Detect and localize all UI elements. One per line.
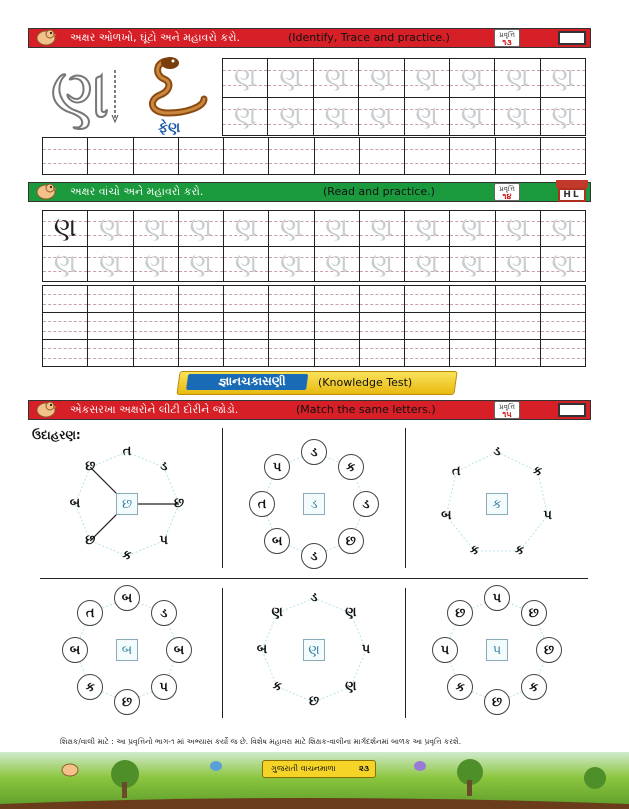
trace-letter: ણ xyxy=(99,248,122,279)
trace-letter: ણ xyxy=(551,248,575,279)
trace-letter: ણ xyxy=(189,248,213,279)
knowledge-title-gj: જ્ઞાનચકાસણી xyxy=(218,374,286,388)
trace-letter: ણ xyxy=(234,248,258,279)
ring-letter[interactable]: પ xyxy=(484,585,510,611)
section3-title-en: (Match the same letters.) xyxy=(296,403,436,416)
ring-letter[interactable]: છ xyxy=(484,689,510,715)
ring-letter[interactable]: પ xyxy=(432,637,458,663)
ring-letter[interactable]: છ xyxy=(173,496,185,511)
section1-title-gj: અક્ષર ઓળખો, ઘૂંટો અને મહાવરો કરો. xyxy=(70,31,241,44)
big-trace-letter: ણ xyxy=(50,55,110,134)
trace-letter: ણ xyxy=(460,101,484,132)
example-label: ઉદાહરણ: xyxy=(32,428,81,442)
center-letter: ણ xyxy=(303,639,325,661)
trace-letter: ણ xyxy=(415,213,439,244)
trace-letter: ણ xyxy=(370,213,394,244)
ring-letter[interactable]: બ xyxy=(114,585,140,611)
ring-letter[interactable]: બ xyxy=(256,642,268,657)
trace-letter: ણ xyxy=(324,62,348,93)
center-letter: બ xyxy=(116,639,138,661)
section1-activity: પ્રવૃત્તિ ૧૩ xyxy=(494,29,520,47)
trace-letter: ણ xyxy=(369,101,393,132)
trace-letter: ણ xyxy=(461,248,484,279)
ring-letter[interactable]: છ xyxy=(114,689,140,715)
trace-letter: ણ xyxy=(144,213,167,244)
trace-letter: ણ xyxy=(279,62,302,93)
trace-letter: ણ xyxy=(551,62,575,93)
section2-tag: HL xyxy=(558,188,586,202)
section2-title-gj: અક્ષર વાંચો અને મહાવરો કરો. xyxy=(70,185,204,198)
ring-letter[interactable]: છ xyxy=(308,694,320,709)
center-letter: પ xyxy=(486,639,508,661)
ring-letter[interactable]: ત xyxy=(77,600,103,626)
section1-tag: CL xyxy=(558,31,586,45)
trace-letter: ણ xyxy=(370,248,394,279)
ring-letter[interactable]: બ xyxy=(441,507,452,523)
footer-book: ગુજરાતી વાચનમાળા xyxy=(271,764,336,773)
ring-letter[interactable]: બ xyxy=(166,637,192,663)
trace-letter: ણ xyxy=(506,213,529,244)
ring-letter[interactable]: ક xyxy=(338,454,364,480)
footer-note: શિક્ષક/વાલી માટે : આ પ્રવૃત્તિનો ભાગ-૧ માં અભ્યાસ કર્યો જ છે. વિશેષ મહાવરા માટે શિક્ષક-વાલીના માર્ગદર્શનમાં બાળક આ પ્રવૃત્તિ કરશે. xyxy=(60,737,462,746)
ring-letter[interactable]: પ xyxy=(361,642,371,657)
trace-letter: ણ xyxy=(53,248,77,279)
ring-letter[interactable]: છ xyxy=(85,459,96,475)
ring-letter[interactable]: છ xyxy=(447,600,473,626)
ring-letter[interactable]: ત xyxy=(249,491,275,517)
trace-letter: ણ xyxy=(506,248,529,279)
center-letter: છ xyxy=(116,493,138,515)
section3-tag: CL xyxy=(558,403,586,417)
ring-letter[interactable]: ડ xyxy=(160,459,168,475)
ring-letter[interactable]: ત xyxy=(122,444,132,459)
trace-letter: ણ xyxy=(325,213,348,244)
ring-letter[interactable]: ક xyxy=(521,674,547,700)
ring-letter[interactable]: ણ xyxy=(345,605,357,621)
ring-letter[interactable]: ક xyxy=(272,678,282,694)
ring-letter[interactable]: પ xyxy=(151,674,177,700)
ring-letter[interactable]: છ xyxy=(85,532,96,548)
trace-letter: ણ xyxy=(144,248,167,279)
trace-letter: ણ xyxy=(279,101,302,132)
ring-letter[interactable]: પ xyxy=(159,532,168,548)
ring-letter[interactable]: ક xyxy=(469,542,480,558)
section2-activity: પ્રવૃત્તિ ૧૪ xyxy=(494,183,520,201)
ring-letter[interactable]: પ xyxy=(264,454,290,480)
trace-letter: ણ xyxy=(233,62,257,93)
ring-letter[interactable]: ડ xyxy=(310,590,318,605)
section3-title-gj: એકસરખા અક્ષરોને લીટી દોરીને જોડો. xyxy=(70,403,239,416)
trace-letter: ણ xyxy=(415,62,439,93)
ring-letter[interactable]: બ xyxy=(264,528,290,554)
trace-letter: ણ xyxy=(506,101,529,132)
ring-letter[interactable]: ણ xyxy=(345,678,357,694)
picture-label: ફેણ xyxy=(158,120,181,136)
ring-letter[interactable]: ત xyxy=(452,463,461,479)
ring-letter[interactable]: ક xyxy=(533,463,543,479)
ring-letter[interactable]: ડ xyxy=(301,439,327,465)
trace-letter: ણ xyxy=(233,101,257,132)
center-letter: ડ xyxy=(303,493,325,515)
trace-letter: ણ xyxy=(324,101,348,132)
trace-letter: ણ xyxy=(189,213,213,244)
ring-letter[interactable]: ડ xyxy=(151,600,177,626)
ring-letter[interactable]: ક xyxy=(77,674,103,700)
ring-letter[interactable]: ક xyxy=(122,548,132,563)
ring-letter[interactable]: ડ xyxy=(301,543,327,569)
trace-letter: ણ xyxy=(551,101,575,132)
trace-letter: ણ xyxy=(551,213,575,244)
trace-letter: ણ xyxy=(506,62,529,93)
trace-letter: ણ xyxy=(415,248,439,279)
trace-letter: ણ xyxy=(53,213,77,244)
ring-letter[interactable]: ક xyxy=(514,542,525,558)
trace-letter: ણ xyxy=(280,248,303,279)
trace-letter: ણ xyxy=(325,248,348,279)
ring-letter[interactable]: ડ xyxy=(353,491,379,517)
ring-letter[interactable]: ડ xyxy=(493,444,501,459)
trace-letter: ણ xyxy=(460,62,484,93)
trace-letter: ણ xyxy=(369,62,393,93)
ring-letter[interactable]: ણ xyxy=(271,605,283,621)
center-letter: ક xyxy=(486,493,508,515)
page-number: ૨૩ xyxy=(358,764,369,773)
ring-letter[interactable]: છ xyxy=(536,637,562,663)
trace-letter: ણ xyxy=(415,101,439,132)
knowledge-title-en: (Knowledge Test) xyxy=(318,376,413,389)
trace-letter: ણ xyxy=(461,213,484,244)
ring-letter[interactable]: છ xyxy=(521,600,547,626)
ring-letter[interactable]: બ xyxy=(62,637,88,663)
section1-title-en: (Identify, Trace and practice.) xyxy=(288,31,450,44)
ring-letter[interactable]: પ xyxy=(543,507,552,523)
trace-letter: ણ xyxy=(234,213,258,244)
section3-activity: પ્રવૃત્તિ ૧૫ xyxy=(494,401,520,419)
trace-letter: ણ xyxy=(99,213,122,244)
trace-letter: ણ xyxy=(280,213,303,244)
section2-title-en: (Read and practice.) xyxy=(323,185,435,198)
ring-letter[interactable]: છ xyxy=(338,528,364,554)
ring-letter[interactable]: બ xyxy=(69,496,81,511)
footer-book-badge xyxy=(262,760,376,778)
ring-letter[interactable]: ક xyxy=(447,674,473,700)
